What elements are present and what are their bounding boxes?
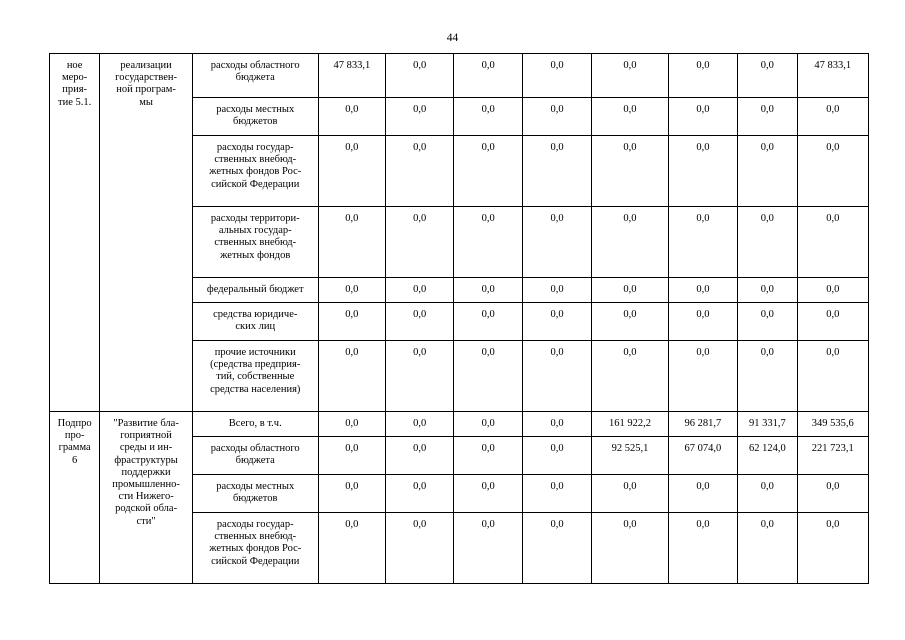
value-cell: 0,0 [668,278,737,303]
value-cell: 0,0 [454,437,522,475]
funding-source-cell: расходы государ- ственных внебюд- жетных фондов Рос- сийской Федерации [192,136,318,207]
value-cell: 0,0 [668,303,737,341]
funding-source-cell: прочие источники (средства предприя- тий, собственные средства населения) [192,341,318,412]
value-cell: 0,0 [738,207,797,278]
event-code-cell: ное меро- прия- тие 5.1. [50,54,100,412]
table-row [50,54,869,98]
value-cell: 0,0 [386,412,454,437]
value-cell: 0,0 [592,513,668,584]
value-cell: 0,0 [318,513,385,584]
value-cell: 0,0 [592,278,668,303]
value-cell: 0,0 [386,54,454,98]
value-cell: 0,0 [797,278,869,303]
value-cell: 0,0 [318,341,385,412]
value-cell: 0,0 [592,207,668,278]
value-cell: 92 525,1 [592,437,668,475]
value-cell: 0,0 [592,475,668,513]
value-cell: 0,0 [386,207,454,278]
value-cell: 0,0 [522,98,591,136]
value-cell: 0,0 [522,207,591,278]
value-cell: 0,0 [522,341,591,412]
funding-source-cell: расходы областного бюджета [192,437,318,475]
value-cell: 0,0 [454,412,522,437]
value-cell: 0,0 [592,54,668,98]
value-cell: 0,0 [592,303,668,341]
value-cell: 0,0 [386,513,454,584]
value-cell: 0,0 [738,303,797,341]
value-cell: 0,0 [668,341,737,412]
table-row [50,412,869,437]
value-cell: 0,0 [797,513,869,584]
value-cell: 0,0 [738,278,797,303]
value-cell: 0,0 [454,513,522,584]
value-cell: 161 922,2 [592,412,668,437]
value-cell: 0,0 [668,513,737,584]
value-cell: 0,0 [318,136,385,207]
event-code-cell: Подпро про- грамма 6 [50,412,100,584]
funding-source-cell: расходы областного бюджета [192,54,318,98]
value-cell: 0,0 [318,207,385,278]
value-cell: 0,0 [454,475,522,513]
value-cell: 0,0 [454,303,522,341]
funding-source-cell: расходы местных бюджетов [192,475,318,513]
value-cell: 0,0 [386,303,454,341]
value-cell: 0,0 [668,475,737,513]
value-cell: 0,0 [386,437,454,475]
value-cell: 0,0 [738,136,797,207]
funding-source-cell: федеральный бюджет [192,278,318,303]
value-cell: 0,0 [454,341,522,412]
funding-source-cell: расходы территори- альных государ- ственных внебюд- жетных фондов [192,207,318,278]
value-cell: 0,0 [797,136,869,207]
value-cell: 0,0 [592,341,668,412]
value-cell: 0,0 [454,207,522,278]
value-cell: 0,0 [797,341,869,412]
table-body [50,54,869,584]
value-cell: 0,0 [668,207,737,278]
value-cell: 0,0 [522,303,591,341]
value-cell: 0,0 [797,303,869,341]
value-cell: 0,0 [454,136,522,207]
value-cell: 0,0 [738,54,797,98]
funding-source-cell: средства юридиче- ских лиц [192,303,318,341]
funding-source-cell: расходы государ- ственных внебюд- жетных фондов Рос- сийской Федерации [192,513,318,584]
value-cell: 0,0 [454,278,522,303]
value-cell: 0,0 [522,437,591,475]
value-cell: 0,0 [386,136,454,207]
value-cell: 0,0 [738,98,797,136]
value-cell: 47 833,1 [318,54,385,98]
value-cell: 0,0 [318,437,385,475]
value-cell: 0,0 [318,412,385,437]
value-cell: 0,0 [522,54,591,98]
value-cell: 0,0 [318,303,385,341]
value-cell: 0,0 [668,54,737,98]
value-cell: 0,0 [592,98,668,136]
value-cell: 0,0 [318,278,385,303]
budget-table [49,53,869,584]
value-cell: 0,0 [454,54,522,98]
value-cell: 62 124,0 [738,437,797,475]
value-cell: 96 281,7 [668,412,737,437]
value-cell: 0,0 [738,513,797,584]
value-cell: 0,0 [522,475,591,513]
value-cell: 0,0 [454,98,522,136]
value-cell: 91 331,7 [738,412,797,437]
value-cell: 0,0 [522,278,591,303]
value-cell: 0,0 [522,412,591,437]
event-name-cell: "Развитие бла- гоприятной среды и ин- фраструктуры поддержки промышленно- сти Нижего- родской обла- сти" [100,412,193,584]
value-cell: 0,0 [797,207,869,278]
value-cell: 0,0 [797,98,869,136]
value-cell: 0,0 [797,475,869,513]
value-cell: 0,0 [522,136,591,207]
funding-source-cell: расходы местных бюджетов [192,98,318,136]
value-cell: 0,0 [318,98,385,136]
value-cell: 47 833,1 [797,54,869,98]
value-cell: 0,0 [738,341,797,412]
value-cell: 349 535,6 [797,412,869,437]
value-cell: 0,0 [386,475,454,513]
event-name-cell: реализации государствен- ной програм- мы [100,54,193,412]
value-cell: 0,0 [668,98,737,136]
value-cell: 67 074,0 [668,437,737,475]
value-cell: 0,0 [386,98,454,136]
value-cell: 0,0 [318,475,385,513]
value-cell: 0,0 [592,136,668,207]
value-cell: 0,0 [386,341,454,412]
value-cell: 0,0 [386,278,454,303]
value-cell: 0,0 [522,513,591,584]
funding-source-cell: Всего, в т.ч. [192,412,318,437]
value-cell: 221 723,1 [797,437,869,475]
page-number: 44 [446,32,459,44]
value-cell: 0,0 [738,475,797,513]
value-cell: 0,0 [668,136,737,207]
